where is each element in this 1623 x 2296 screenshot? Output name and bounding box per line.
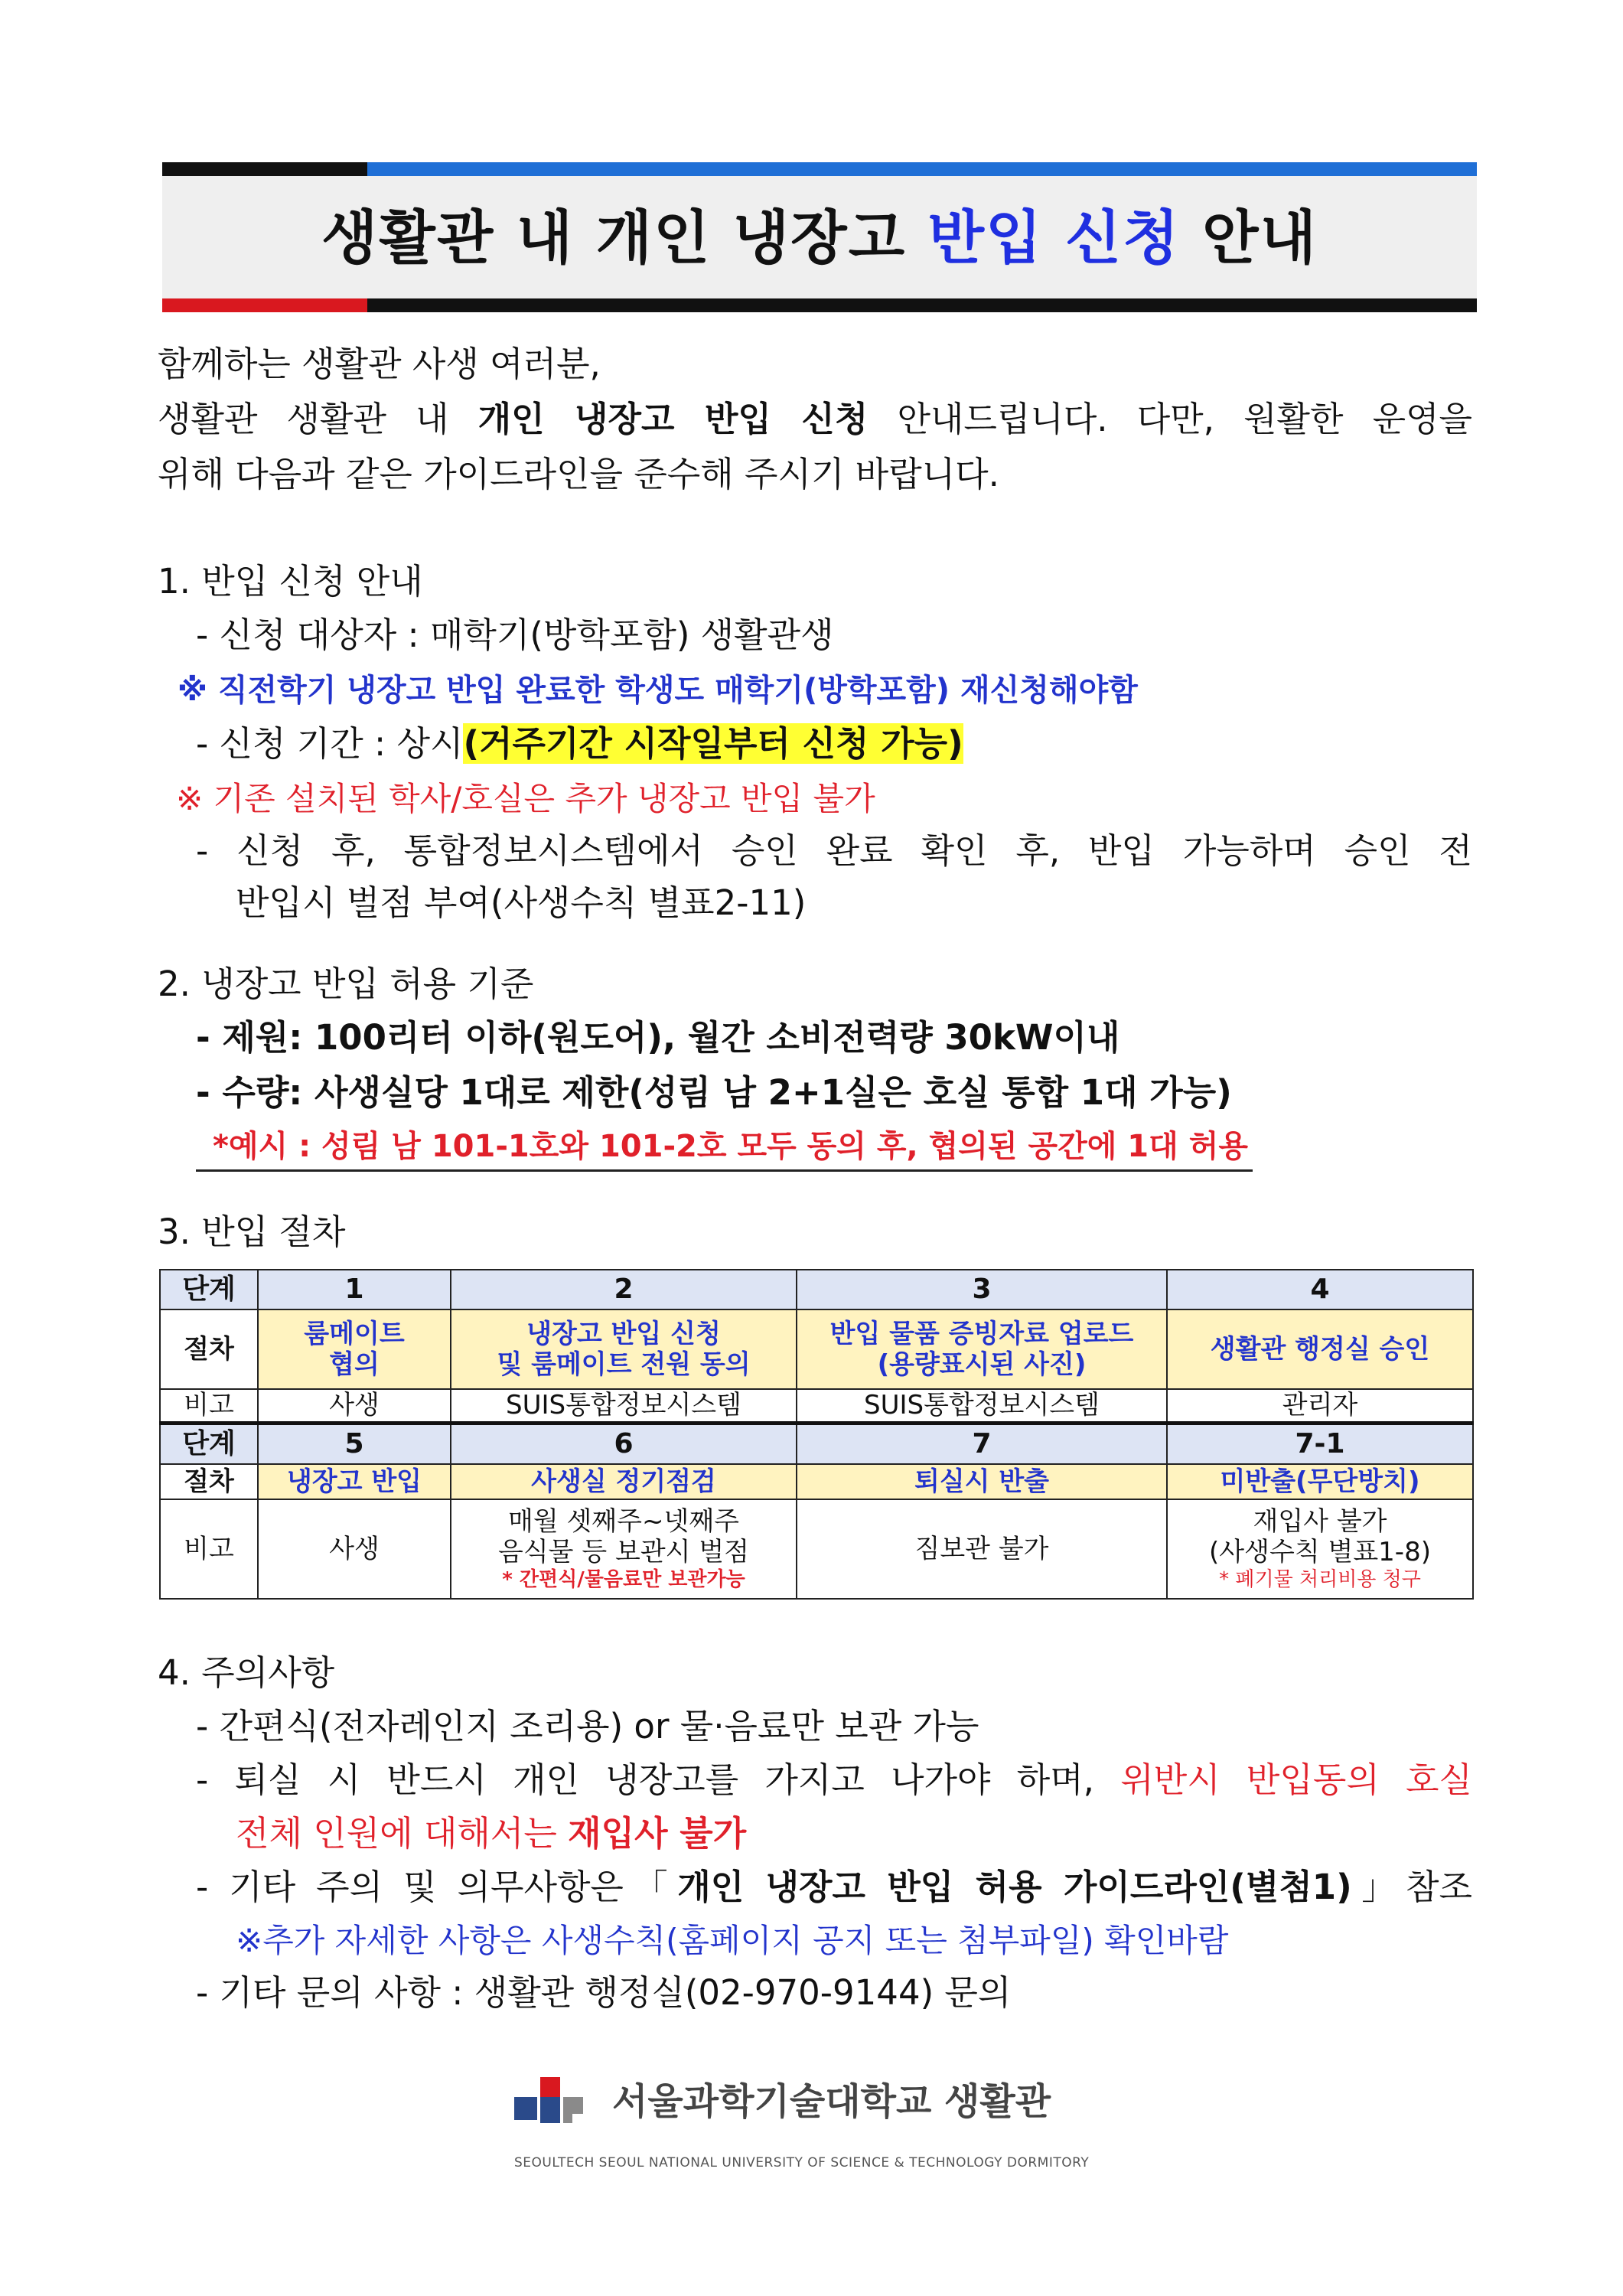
s1-note-existing: ※ 기존 설치된 학사/호실은 추가 냉장고 반입 불가 xyxy=(176,780,875,817)
stage-label: 단계 xyxy=(160,1270,258,1309)
s4-item-3-note: ※추가 자세한 사항은 사생수칙(홈페이지 공지 또는 첨부파일) 확인바람 xyxy=(236,1922,1229,1959)
s1-note-reapply: ※ 직전학기 냉장고 반입 완료한 학생도 매학기(방학포함) 재신청해야함 xyxy=(178,673,1138,708)
s4-item-2-cont: 전체 인원에 대해서는 재입사 불가 xyxy=(236,1813,747,1854)
proc-5: 냉장고 반입 xyxy=(258,1464,451,1499)
stage-4: 4 xyxy=(1167,1270,1473,1309)
note-4: 관리자 xyxy=(1167,1389,1473,1423)
stage-1: 1 xyxy=(258,1270,451,1309)
procedure-table xyxy=(159,1269,1474,1600)
s2-quantity: - 수량: 사생실당 1대로 제한(성림 남 2+1실은 호실 통합 1대 가능) xyxy=(196,1072,1232,1113)
proc-7-1: 미반출(무단방치) xyxy=(1167,1464,1473,1499)
note-label: 비고 xyxy=(160,1389,258,1423)
stage-6: 6 xyxy=(451,1423,797,1464)
proc-label: 절차 xyxy=(160,1309,258,1389)
note-6: 매월 셋째주~넷째주 음식물 등 보관시 벌점 * 간편식/물음료만 보관가능 xyxy=(451,1499,797,1599)
proc-label: 절차 xyxy=(160,1464,258,1499)
banner-bar-bottom-left xyxy=(162,298,367,312)
section-4-heading: 4. 주의사항 xyxy=(158,1652,335,1693)
note-3: SUIS통합정보시스템 xyxy=(797,1389,1167,1423)
table-row xyxy=(160,1389,1473,1423)
note-7: 짐보관 불가 xyxy=(797,1499,1167,1599)
s4-item-4: - 기타 문의 사항 : 생활관 행정실(02-970-9144) 문의 xyxy=(196,1972,1012,2013)
s1-penalty: 반입시 벌점 부여(사생수칙 별표2-11) xyxy=(236,882,807,923)
note-7-1: 재입사 불가 (사생수칙 별표1-8) * 폐기물 처리비용 청구 xyxy=(1167,1499,1473,1599)
s2-example: *예시 : 성림 남 101-1호와 101-2호 모두 동의 후, 협의된 공간에 1대 허용 xyxy=(196,1124,1253,1172)
footer-org-name: 서울과학기술대학교 생활관 xyxy=(612,2080,1051,2123)
s4-item-3: - 기타 주의 및 의무사항은「개인 냉장고 반입 허용 가이드라인(별첨1)」참조 xyxy=(196,1867,1472,1907)
table-row xyxy=(160,1423,1473,1464)
proc-3: 반입 물품 증빙자료 업로드 (용량표시된 사진) xyxy=(797,1309,1167,1389)
seoultech-logo-icon xyxy=(514,2074,598,2143)
proc-2: 냉장고 반입 신청 및 룸메이트 전원 동의 xyxy=(451,1309,797,1389)
stage-2: 2 xyxy=(451,1270,797,1309)
footer-org-subtitle: SEOULTECH SEOUL NATIONAL UNIVERSITY OF SCIENCE & TECHNOLOGY DORMITORY xyxy=(514,2155,1090,2170)
proc-4: 생활관 행정실 승인 xyxy=(1167,1309,1473,1389)
stage-3: 3 xyxy=(797,1270,1167,1309)
table-row xyxy=(160,1309,1473,1389)
stage-5: 5 xyxy=(258,1423,451,1464)
s2-spec: - 제원: 100리터 이하(원도어), 월간 소비전력량 30kW이내 xyxy=(196,1017,1120,1058)
note-1: 사생 xyxy=(258,1389,451,1423)
table-row xyxy=(160,1464,1473,1499)
s1-after-approval: - 신청 후, 통합정보시스템에서 승인 완료 확인 후, 반입 가능하며 승인 전 xyxy=(196,830,1472,871)
stage-7-1: 7-1 xyxy=(1167,1423,1473,1464)
banner-bar-top-left xyxy=(162,162,367,176)
section-1-heading: 1. 반입 신청 안내 xyxy=(158,561,423,602)
banner-bar-bottom-right xyxy=(367,298,1477,312)
table-row xyxy=(160,1499,1473,1599)
s4-item-2: - 퇴실 시 반드시 개인 냉장고를 가지고 나가야 하며, 위반시 반입동의 호실 xyxy=(196,1760,1472,1800)
s4-item-1: - 간편식(전자레인지 조리용) or 물·음료만 보관 가능 xyxy=(196,1706,979,1746)
note-5: 사생 xyxy=(258,1499,451,1599)
stage-label: 단계 xyxy=(160,1423,258,1464)
proc-1: 룸메이트 협의 xyxy=(258,1309,451,1389)
stage-7: 7 xyxy=(797,1423,1167,1464)
proc-6: 사생실 정기점검 xyxy=(451,1464,797,1499)
banner-bar-top-right xyxy=(367,162,1477,176)
s1-period: - 신청 기간 : 상시(거주기간 시작일부터 신청 가능) xyxy=(196,723,963,764)
note-2: SUIS통합정보시스템 xyxy=(451,1389,797,1423)
intro-line-3: 위해 다음과 같은 가이드라인을 준수해 주시기 바랍니다. xyxy=(158,454,999,494)
section-3-heading: 3. 반입 절차 xyxy=(158,1212,346,1252)
intro-line-1: 함께하는 생활관 사생 여러분, xyxy=(158,344,601,384)
note-label: 비고 xyxy=(160,1499,258,1599)
proc-7: 퇴실시 반출 xyxy=(797,1464,1167,1499)
page-title: 생활관 내 개인 냉장고 반입 신청 안내 xyxy=(321,204,1318,272)
intro-line-2: 생활관 생활관 내 개인 냉장고 반입 신청 안내드립니다. 다만, 원활한 운영을 xyxy=(158,399,1473,439)
table-row xyxy=(160,1270,1473,1309)
s1-target: - 신청 대상자 : 매학기(방학포함) 생활관생 xyxy=(196,615,834,655)
section-2-heading: 2. 냉장고 반입 허용 기준 xyxy=(158,964,534,1004)
